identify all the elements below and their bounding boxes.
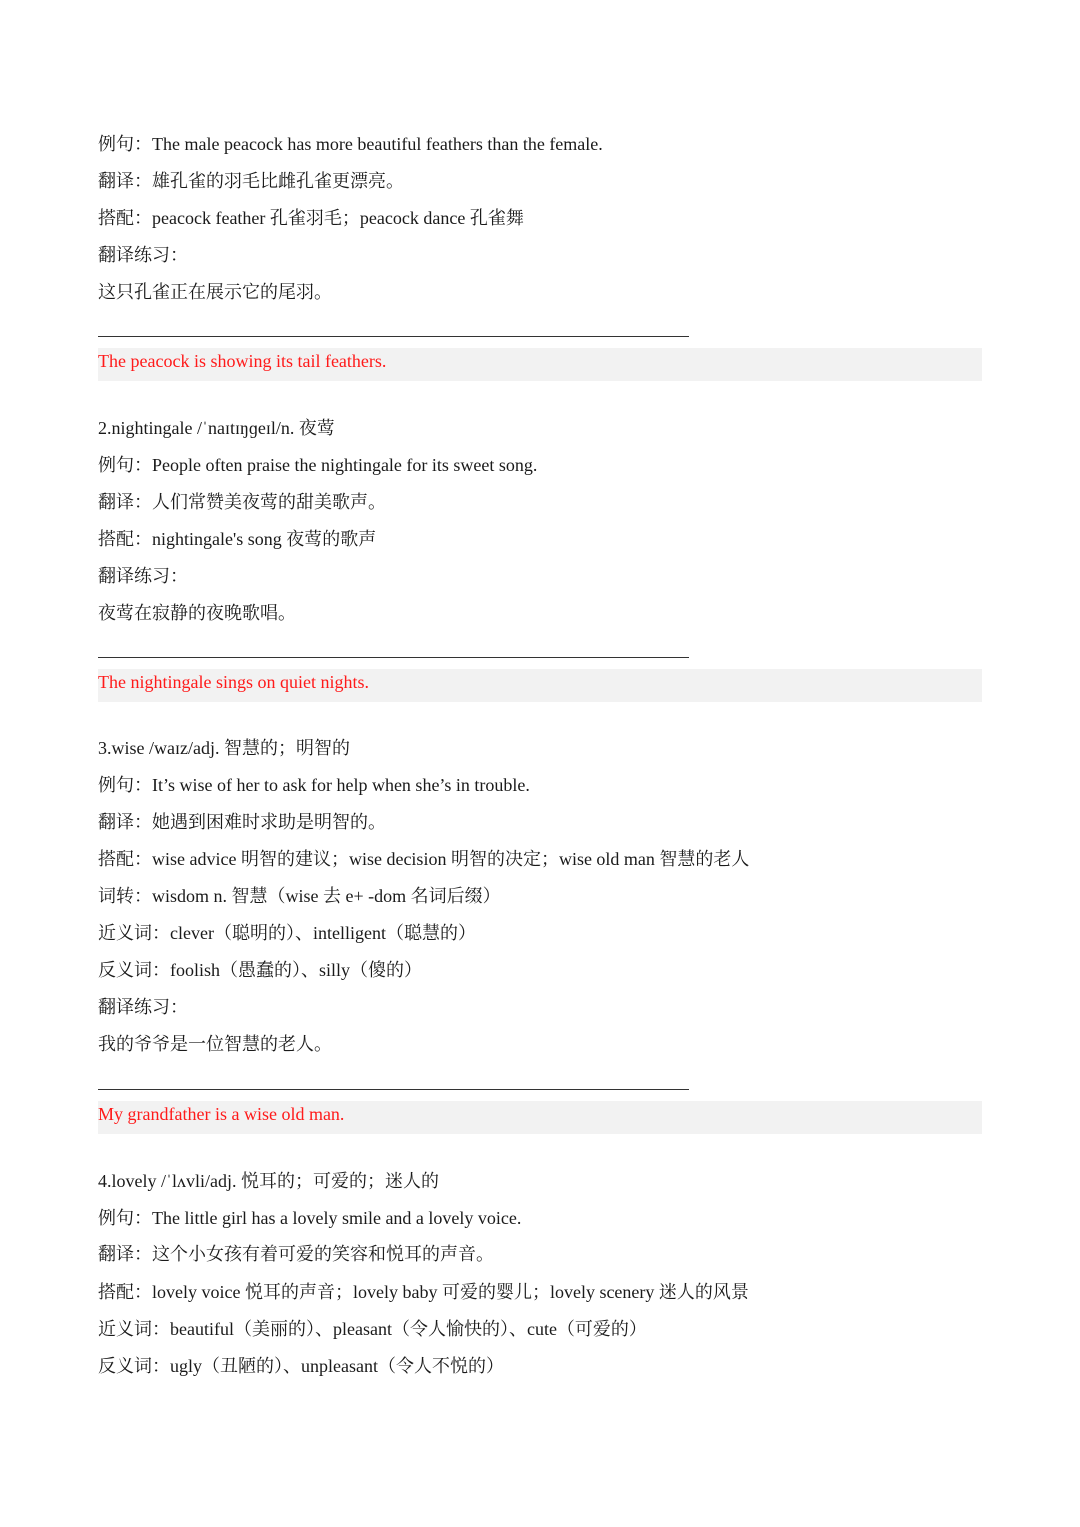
nightingale-answer: The nightingale sings on quiet nights.: [98, 669, 982, 702]
lovely-example: 例句：The little girl has a lovely smile and a lovely voice.: [98, 1208, 522, 1228]
peacock-translation: 翻译：雄孔雀的羽毛比雌孔雀更漂亮。: [98, 171, 404, 191]
wise-answer: My grandfather is a wise old man.: [98, 1101, 982, 1134]
lovely-collocation: 搭配：lovely voice 悦耳的声音；lovely baby 可爱的婴儿；lovely scenery 迷人的风景: [98, 1282, 749, 1302]
peacock-practice-label: 翻译练习：: [98, 245, 188, 265]
lovely-antonyms: 反义词：ugly（丑陋的）、unpleasant（令人不悦的）: [98, 1356, 504, 1376]
nightingale-headword: 2.nightingale /ˈnaɪtɪŋɡeɪl/n. 夜莺: [98, 418, 335, 438]
nightingale-collocation: 搭配：nightingale's song 夜莺的歌声: [98, 529, 377, 549]
nightingale-translation: 翻译：人们常赞美夜莺的甜美歌声。: [98, 492, 386, 512]
wise-practice-sentence: 我的爷爷是一位智慧的老人。: [98, 1034, 332, 1054]
wise-antonyms: 反义词：foolish（愚蠢的）、silly（傻的）: [98, 960, 423, 980]
wise-collocation: 搭配：wise advice 明智的建议；wise decision 明智的决定；wise old man 智慧的老人: [98, 849, 750, 869]
wise-headword: 3.wise /waɪz/adj. 智慧的；明智的: [98, 738, 350, 758]
wise-example: 例句：It’s wise of her to ask for help when she’s in trouble.: [98, 775, 530, 795]
wise-practice-label: 翻译练习：: [98, 997, 188, 1017]
peacock-example: 例句：The male peacock has more beautiful feathers than the female.: [98, 134, 603, 154]
wise-translation: 翻译：她遇到困难时求助是明智的。: [98, 812, 386, 832]
wise-answer-blank: [98, 1089, 689, 1090]
lovely-headword: 4.lovely /ˈlʌvli/adj. 悦耳的；可爱的；迷人的: [98, 1171, 439, 1191]
peacock-answer-blank: [98, 336, 689, 337]
nightingale-answer-blank: [98, 657, 689, 658]
nightingale-practice-sentence: 夜莺在寂静的夜晚歌唱。: [98, 603, 296, 623]
lovely-synonyms: 近义词：beautiful（美丽的）、pleasant（令人愉快的）、cute（可爱的）: [98, 1319, 647, 1339]
nightingale-example: 例句：People often praise the nightingale for its sweet song.: [98, 455, 538, 475]
wise-derivation: 词转：wisdom n. 智慧（wise 去 e+ -dom 名词后缀）: [98, 886, 501, 906]
peacock-answer: The peacock is showing its tail feathers.: [98, 348, 982, 381]
nightingale-practice-label: 翻译练习：: [98, 566, 188, 586]
peacock-collocation: 搭配：peacock feather 孔雀羽毛；peacock dance 孔雀舞: [98, 208, 524, 228]
lovely-translation: 翻译：这个小女孩有着可爱的笑容和悦耳的声音。: [98, 1244, 494, 1264]
peacock-practice-sentence: 这只孔雀正在展示它的尾羽。: [98, 282, 332, 302]
wise-synonyms: 近义词：clever（聪明的）、intelligent（聪慧的）: [98, 923, 476, 943]
